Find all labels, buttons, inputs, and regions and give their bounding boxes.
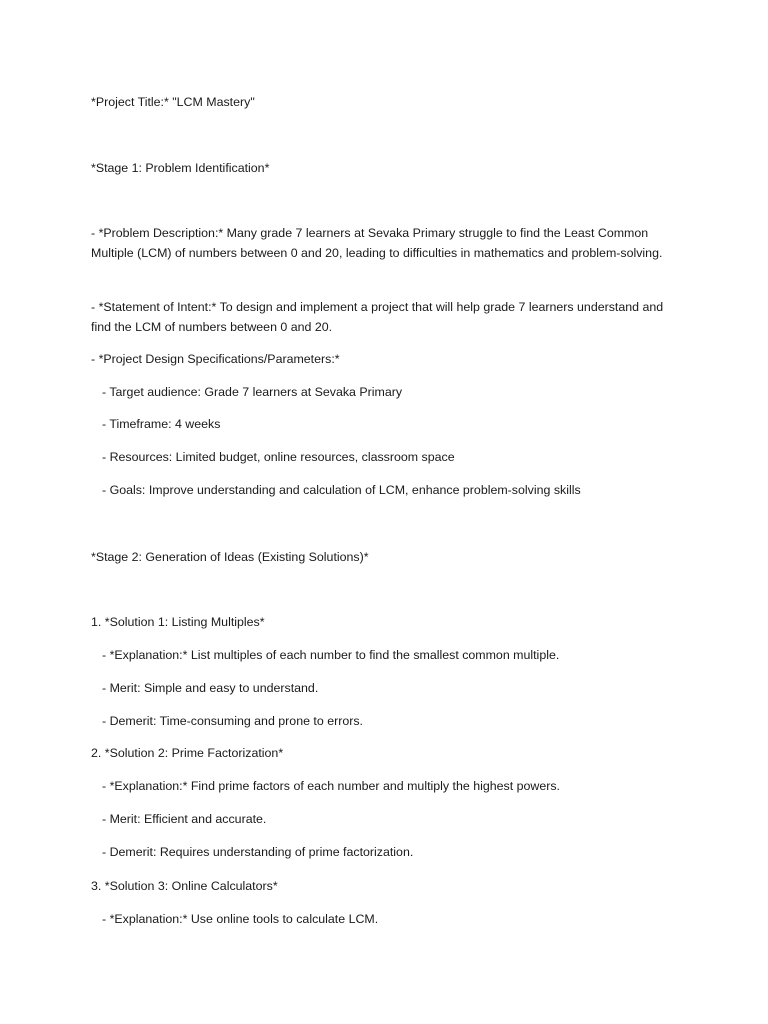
solution1-demerit: - Demerit: Time-consuming and prone to errors.	[102, 714, 363, 728]
project-title: *Project Title:* "LCM Mastery"	[91, 95, 255, 109]
solution1-explanation: - *Explanation:* List multiples of each number to find the smallest common multiple.	[102, 648, 560, 662]
solution1-merit: - Merit: Simple and easy to understand.	[102, 681, 319, 695]
solution1-heading: 1. *Solution 1: Listing Multiples*	[91, 615, 265, 629]
solution2-heading: 2. *Solution 2: Prime Factorization*	[91, 746, 284, 760]
stage1-heading: *Stage 1: Problem Identification*	[91, 161, 270, 175]
solution2-demerit: - Demerit: Requires understanding of prime factorization.	[102, 845, 414, 859]
solution3-explanation: - *Explanation:* Use online tools to calculate LCM.	[102, 912, 379, 926]
solution3-heading: 3. *Solution 3: Online Calculators*	[91, 879, 278, 893]
solution2-explanation: - *Explanation:* Find prime factors of each number and multiply the highest powers.	[102, 779, 560, 793]
spec-goals: - Goals: Improve understanding and calculation of LCM, enhance problem-solving skills	[102, 483, 581, 497]
specs-heading: - *Project Design Specifications/Parameters:*	[91, 352, 340, 366]
solution2-merit: - Merit: Efficient and accurate.	[102, 812, 267, 826]
spec-timeframe: - Timeframe: 4 weeks	[102, 417, 221, 431]
problem-description: - *Problem Description:* Many grade 7 learners at Sevaka Primary struggle to find the Least Common Multiple (LCM) of numbers between 0 and 20, leading to difficulties in mathematics and problem-solving.	[91, 226, 663, 260]
statement-of-intent: - *Statement of Intent:* To design and implement a project that will help grade 7 learners understand and find the LCM of numbers between 0 and 20.	[91, 300, 664, 334]
spec-resources: - Resources: Limited budget, online resources, classroom space	[102, 450, 455, 464]
stage2-heading: *Stage 2: Generation of Ideas (Existing Solutions)*	[91, 550, 369, 564]
spec-target-audience: - Target audience: Grade 7 learners at Sevaka Primary	[102, 385, 403, 399]
